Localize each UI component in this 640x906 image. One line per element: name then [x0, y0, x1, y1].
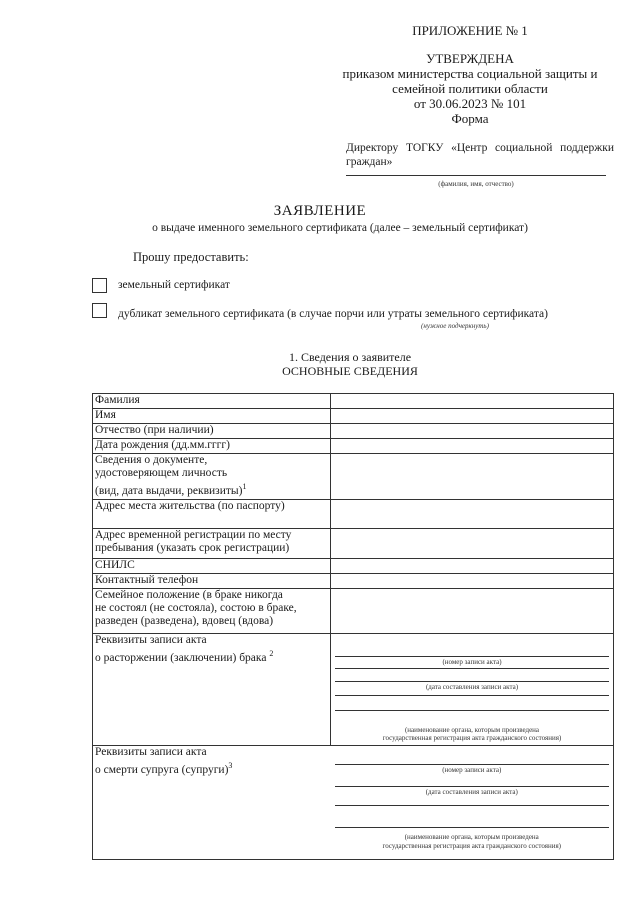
- death-act-label: [93, 746, 331, 860]
- footnote-ref-1: 1: [242, 482, 247, 491]
- patronymic-label: Отчество (при наличии): [93, 424, 331, 439]
- death-date-line[interactable]: [335, 786, 610, 787]
- marriage-extra-line[interactable]: [335, 668, 609, 669]
- surname-label: Фамилия: [93, 394, 331, 409]
- section-title: 1. Сведения о заявителе: [288, 350, 412, 364]
- family-status-line-3: разведен (разведена), вдовец (вдова): [95, 615, 274, 627]
- marriage-extra-line-2[interactable]: [335, 695, 609, 696]
- marriage-act-line-1: Реквизиты записи акта: [95, 634, 207, 646]
- addressee-line-2: граждан»: [346, 156, 393, 168]
- birthdate-label: Дата рождения (дд.мм.гггг): [93, 439, 331, 454]
- document-title: ЗАЯВЛЕНИЕ: [273, 203, 367, 219]
- option-certificate-checkbox[interactable]: [92, 278, 107, 293]
- order-line-1: приказом министерства социальной защиты и: [342, 66, 598, 81]
- table-row: [93, 574, 614, 589]
- marriage-act-line-2-text: о расторжении (заключении) брака: [95, 651, 267, 664]
- death-number-line[interactable]: [335, 764, 610, 765]
- death-act-line-2: [95, 759, 329, 777]
- table-row: [93, 589, 614, 634]
- family-status-label: [93, 589, 331, 634]
- table-row: [93, 529, 614, 559]
- residence-field[interactable]: [331, 500, 614, 529]
- option-duplicate-checkbox[interactable]: [92, 303, 107, 318]
- name-label: Имя: [93, 409, 331, 424]
- patronymic-field[interactable]: [331, 424, 614, 439]
- residence-label: Адрес места жительства (по паспорту): [93, 500, 331, 529]
- applicant-info-table: [92, 393, 614, 860]
- order-line-2: семейной политики области: [392, 81, 548, 96]
- identity-document-field[interactable]: [331, 454, 614, 500]
- approved-label: УТВЕРЖДЕНА: [426, 51, 514, 66]
- family-status-line-1: Семейное положение (в браке никогда: [95, 589, 283, 601]
- table-row: [93, 559, 614, 574]
- table-row: [93, 634, 614, 746]
- form-label: Форма: [451, 111, 489, 126]
- identity-document-line-3-text: (вид, дата выдачи, реквизиты): [95, 484, 243, 497]
- death-number-caption: (номер записи акта): [442, 766, 502, 774]
- option-certificate-label: земельный сертификат: [118, 279, 230, 291]
- addressee-caption: (фамилия, имя, отчество): [438, 180, 514, 188]
- death-act-line-2-text: о смерти супруга (супруги): [95, 763, 229, 776]
- death-org-caption-1: (наименование органа, которым произведена: [404, 833, 539, 841]
- marriage-org-line[interactable]: [335, 710, 609, 711]
- table-row: [93, 454, 614, 500]
- marriage-number-line[interactable]: [335, 656, 609, 657]
- marriage-org-caption-1: (наименование органа, которым произведена: [404, 726, 540, 734]
- addressee-fio-line[interactable]: [346, 175, 606, 176]
- phone-field[interactable]: [331, 574, 614, 589]
- temp-registration-field[interactable]: [331, 529, 614, 559]
- marriage-date-line[interactable]: [335, 681, 609, 682]
- family-status-line-2: не состоял (не состояла), состою в браке,: [95, 602, 297, 614]
- death-org-caption-2: государственная регистрация акта гражданского состояния): [382, 842, 561, 850]
- death-act-field[interactable]: [331, 746, 614, 860]
- snils-label: СНИЛС: [93, 559, 331, 574]
- footnote-ref-2: 2: [269, 649, 274, 658]
- table-row: [93, 500, 614, 529]
- death-extra-line[interactable]: [335, 805, 610, 806]
- death-act-line-1: Реквизиты записи акта: [95, 746, 207, 758]
- snils-field[interactable]: [331, 559, 614, 574]
- family-status-field[interactable]: [331, 589, 614, 634]
- addressee-line-1: Директору ТОГКУ «Центр социальной поддержки: [346, 142, 614, 154]
- death-org-line[interactable]: [335, 827, 610, 828]
- birthdate-field[interactable]: [331, 439, 614, 454]
- temp-registration-line-2: пребывания (указать срок регистрации): [95, 542, 290, 554]
- request-intro: Прошу предоставить:: [133, 250, 249, 264]
- footnote-ref-3: 3: [228, 761, 233, 770]
- identity-document-line-3: [95, 480, 328, 498]
- marriage-act-field[interactable]: [331, 634, 614, 746]
- table-row: [93, 424, 614, 439]
- option-duplicate-label: дубликат земельного сертификата (в случае порчи или утраты земельного сертификата): [118, 308, 548, 320]
- identity-document-line-1: Сведения о документе,: [95, 454, 208, 466]
- document-subtitle: о выдаче именного земельного сертификата (далее – земельный сертификат): [152, 222, 528, 234]
- table-row: [93, 394, 614, 409]
- temp-registration-line-1: Адрес временной регистрации по месту: [95, 529, 292, 541]
- table-row: [93, 409, 614, 424]
- table-row: [93, 439, 614, 454]
- marriage-date-caption: (дата составления записи акта): [425, 683, 519, 691]
- marriage-act-line-2: [95, 647, 328, 665]
- temp-registration-label: [93, 529, 331, 559]
- marriage-act-label: [93, 634, 331, 746]
- identity-document-line-2: удостоверяющем личность: [95, 467, 228, 479]
- name-field[interactable]: [331, 409, 614, 424]
- section-subtitle: ОСНОВНЫЕ СВЕДЕНИЯ: [282, 364, 418, 378]
- surname-field[interactable]: [331, 394, 614, 409]
- appendix-number: ПРИЛОЖЕНИЕ № 1: [412, 23, 528, 38]
- underline-note: (нужное подчеркнуть): [421, 322, 489, 330]
- identity-document-label: [93, 454, 331, 500]
- table-row: [93, 746, 614, 860]
- death-date-caption: (дата составления записи акта): [425, 788, 518, 796]
- marriage-org-caption-2: государственная регистрация акта гражданского состояния): [382, 734, 562, 742]
- marriage-number-caption: (номер записи акта): [442, 658, 502, 666]
- order-line-3: от 30.06.2023 № 101: [413, 96, 527, 111]
- phone-label: Контактный телефон: [93, 574, 331, 589]
